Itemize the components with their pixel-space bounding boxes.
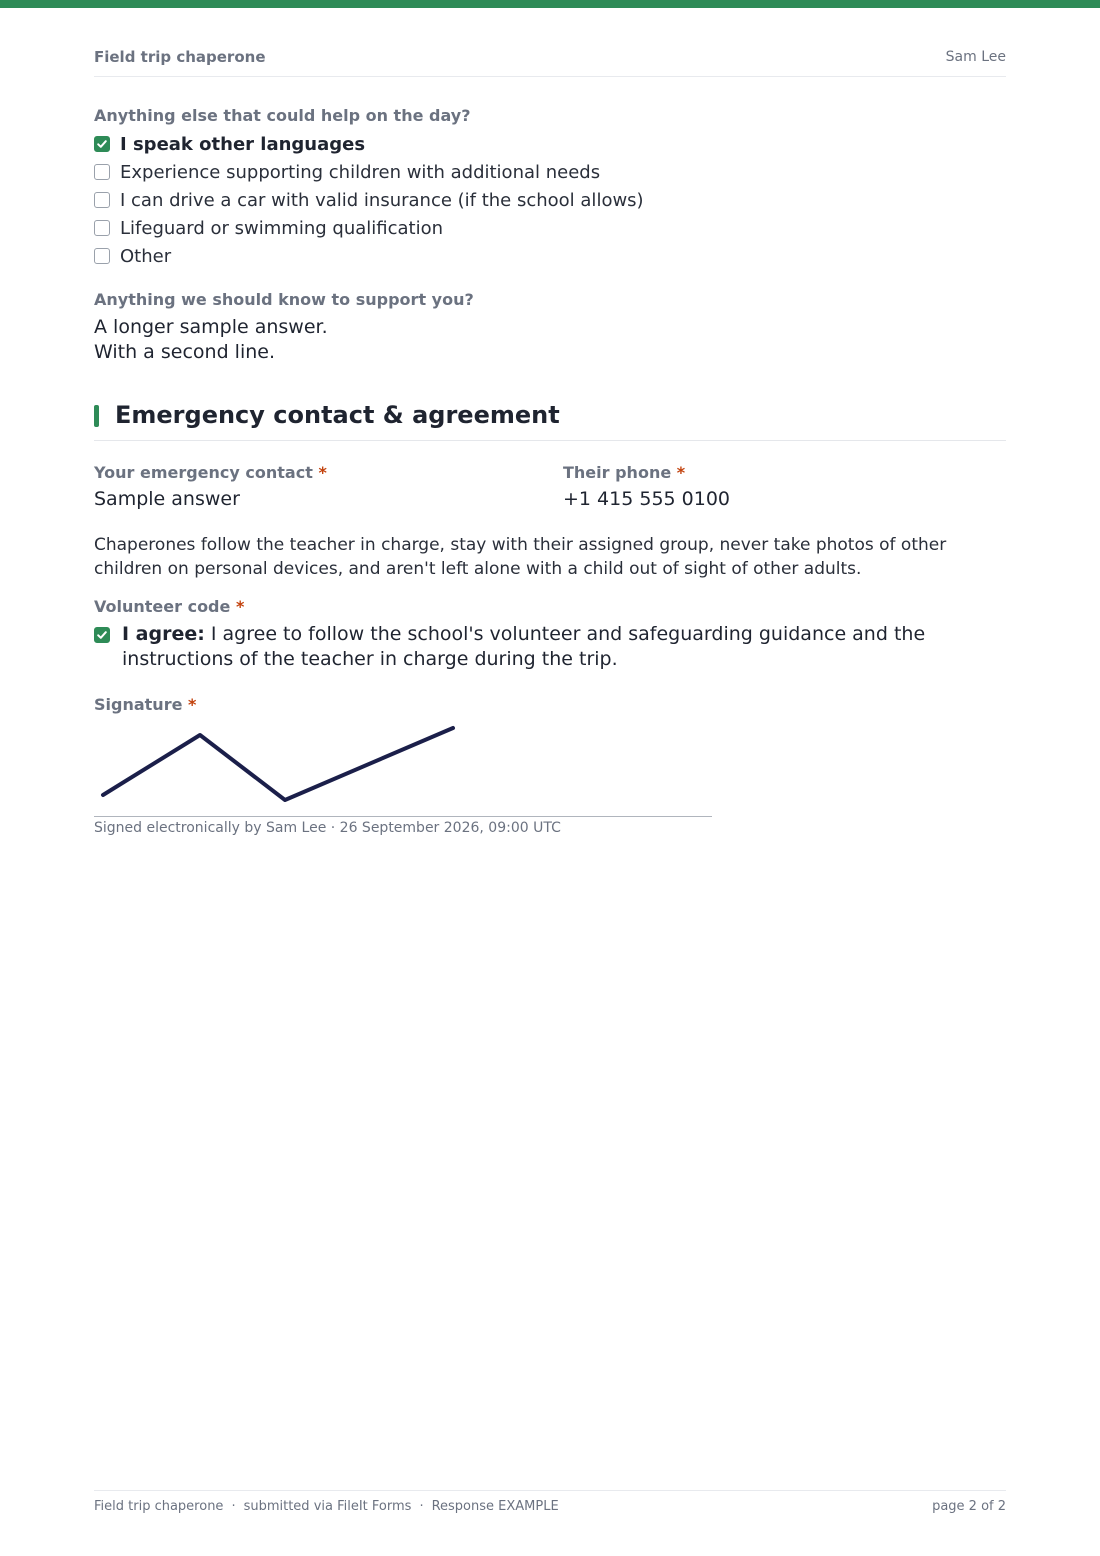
page-footer (94, 1490, 1006, 1521)
page-number: page 2 of 2 (932, 1499, 1006, 1514)
footer-submitted-via: submitted via FileIt Forms (243, 1499, 412, 1514)
checkbox-unchecked-icon[interactable] (94, 192, 110, 208)
policy-text: Chaperones follow the teacher in charge, stay with their assigned group, never take photos of other children on personal devices, and aren't left alone with a child out of sight of other adults. (94, 535, 947, 579)
agreement-bold: I agree: (122, 623, 205, 645)
footer-separator: · (231, 1499, 236, 1514)
required-marker: * (676, 463, 686, 482)
option-other[interactable] (94, 242, 644, 270)
respondent-name: Sam Lee (945, 49, 1006, 65)
support-answer-line: A longer sample answer. (94, 316, 328, 338)
help-question-label: Anything else that could help on the day? (94, 106, 471, 125)
checkbox-checked-icon[interactable] (94, 136, 110, 152)
volunteer-code-label: Volunteer code * (94, 597, 245, 616)
footer-info (94, 1499, 559, 1514)
footer-response: Response EXAMPLE (431, 1499, 559, 1514)
checkbox-unchecked-icon[interactable] (94, 164, 110, 180)
option-label: I can drive a car with valid insurance (if the school allows) (120, 189, 644, 211)
footer-separator: · (419, 1499, 424, 1514)
option-other-languages[interactable] (94, 130, 644, 158)
emergency-contact-label: Your emergency contact * (94, 463, 327, 482)
option-lifeguard[interactable] (94, 214, 644, 242)
option-label: I speak other languages (120, 133, 366, 155)
volunteer-agreement[interactable] (94, 622, 974, 672)
option-label: Other (120, 245, 172, 267)
required-marker: * (235, 597, 245, 616)
option-additional-needs[interactable] (94, 158, 644, 186)
checkbox-checked-icon[interactable] (94, 627, 110, 643)
support-question-label: Anything we should know to support you? (94, 290, 474, 309)
option-label: Lifeguard or swimming qualification (120, 217, 444, 239)
checkbox-unchecked-icon[interactable] (94, 220, 110, 236)
signature-label: Signature * (94, 695, 197, 714)
support-answer-line: With a second line. (94, 341, 275, 363)
help-options-list (94, 130, 644, 270)
option-drive-car[interactable] (94, 186, 644, 214)
agreement-body: I agree to follow the school's volunteer and safeguarding guidance and the instructions of the teacher in charge during the trip. (122, 623, 926, 670)
signature-drawing (94, 720, 712, 816)
option-label: Experience supporting children with additional needs (120, 161, 601, 183)
section-accent-bar (94, 405, 99, 427)
phone-answer: +1 415 555 0100 (563, 488, 731, 510)
signature-caption: Signed electronically by Sam Lee · 26 September 2026, 09:00 UTC (94, 820, 561, 836)
emergency-contact-answer: Sample answer (94, 488, 240, 510)
form-title: Field trip chaperone (94, 48, 266, 66)
support-answer (94, 315, 328, 365)
section-title: Emergency contact & agreement (115, 401, 560, 429)
phone-label: Their phone * (563, 463, 686, 482)
agreement-text (122, 622, 974, 672)
signature-pad (94, 720, 712, 817)
footer-form-title: Field trip chaperone (94, 1499, 224, 1514)
required-marker: * (188, 695, 197, 714)
page-header (94, 48, 1006, 77)
required-marker: * (318, 463, 327, 482)
checkbox-unchecked-icon[interactable] (94, 248, 110, 264)
section-heading (94, 400, 1006, 441)
top-accent-bar (0, 0, 1100, 8)
